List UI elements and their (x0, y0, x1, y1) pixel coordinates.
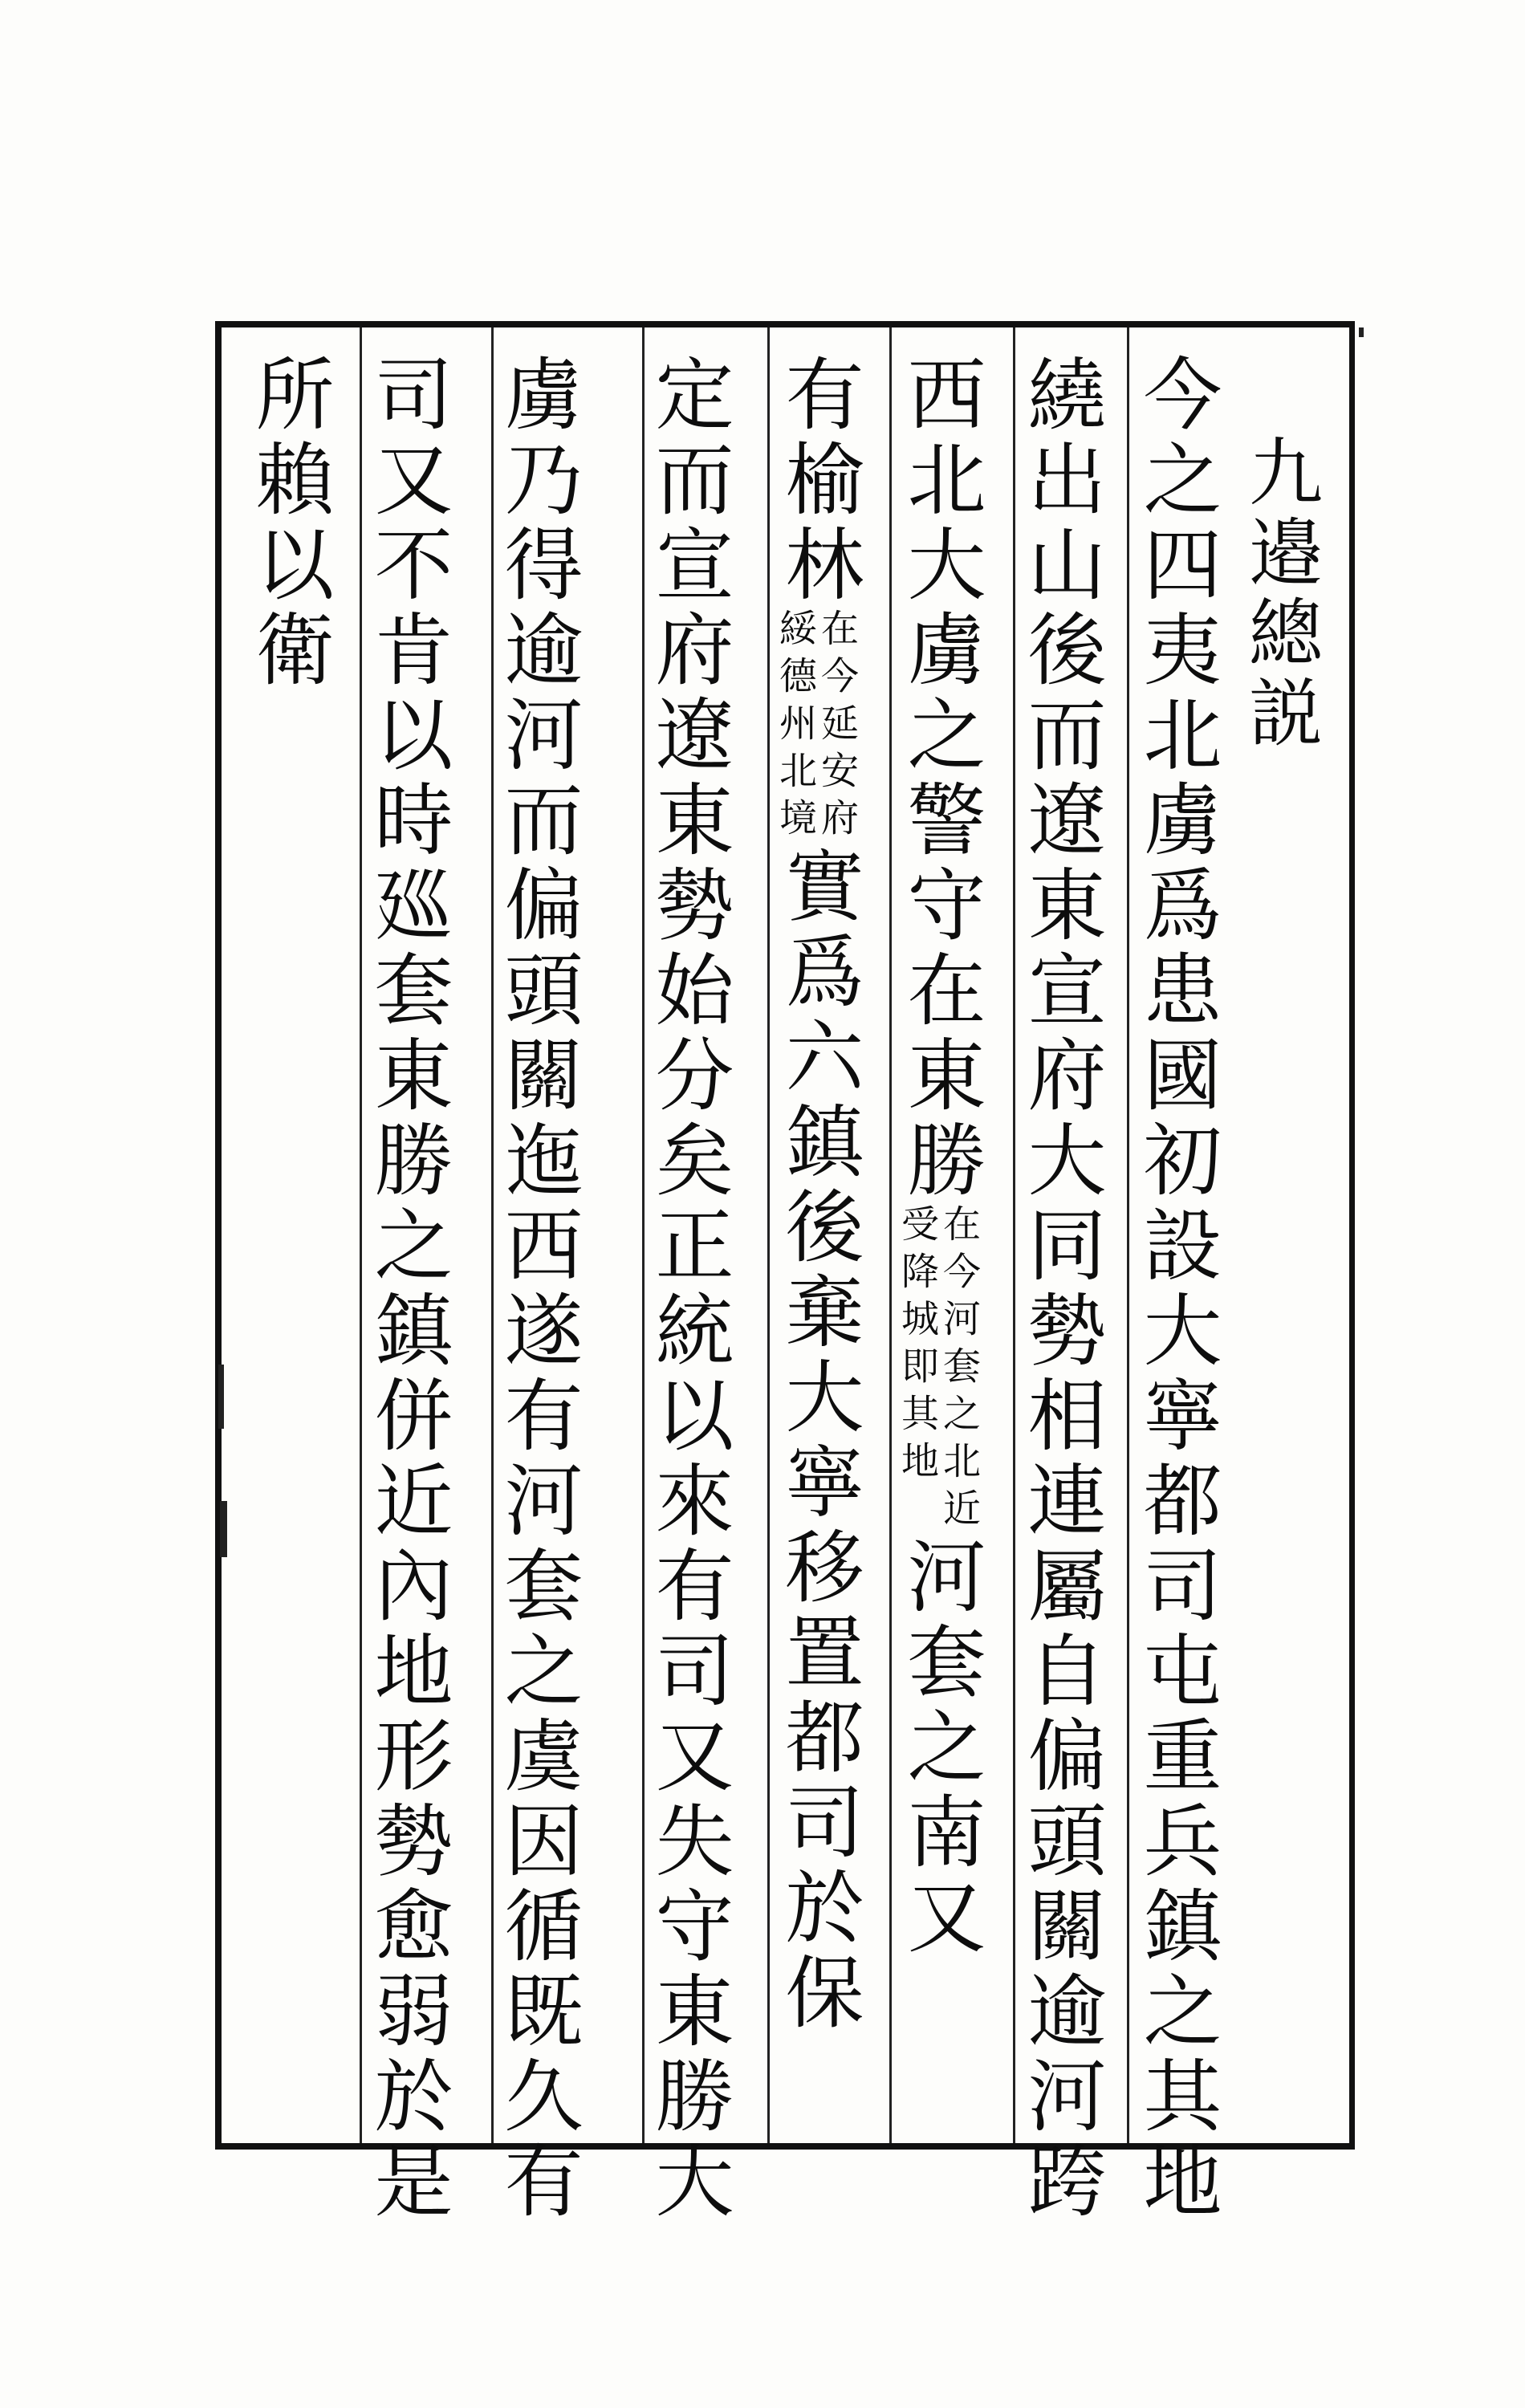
column-rule (767, 327, 770, 2143)
text-run: 所賴以衛 (242, 353, 334, 694)
text-column (242, 353, 334, 694)
text-run: 定而宣府遼東勢始分矣正統以來有司又失守東勝大 (642, 353, 734, 2225)
text-column (894, 353, 986, 1961)
note-line: 綏德州北境 (773, 608, 817, 845)
note-line: 受降城即其地 (895, 1204, 939, 1488)
text-run: 虜乃得逾河而偏頭關迤西遂有河套之虞因循既久有 (491, 353, 583, 2225)
note-line: 在今延安府 (815, 608, 859, 845)
ink-speck (220, 1501, 227, 1557)
text-run: 司又不肯以時廵套東勝之鎮併近內地形勢愈弱於是 (361, 353, 453, 2225)
text-column (491, 353, 583, 2225)
text-column (642, 353, 734, 2225)
text-run: 河套之南又 (894, 1536, 986, 1961)
column-rule (889, 327, 892, 2143)
interlinear-note (774, 608, 857, 845)
column-rule (1127, 327, 1129, 2143)
text-column (1015, 353, 1106, 2225)
text-column (772, 353, 864, 2036)
text-run: 有榆林 (772, 353, 864, 608)
text-column (1130, 353, 1222, 2225)
text-column (361, 353, 453, 2225)
ink-speck (218, 1365, 224, 1429)
chapter-title: 九邉總説 (1237, 433, 1323, 755)
note-line: 在今河套之北近 (937, 1204, 981, 1536)
interlinear-note (896, 1204, 979, 1536)
text-run: 今之四夷北虜爲患國初設大寧都司屯重兵鎮之其地 (1130, 353, 1222, 2225)
text-run: 實爲六鎮後棄大寧移置都司於保 (772, 845, 864, 2036)
ink-speck (1359, 327, 1364, 337)
text-run: 繞出山後而遼東宣府大同勢相連屬自偏頭關逾河跨 (1015, 353, 1106, 2225)
text-run: 西北大虜之警守在東勝 (894, 353, 986, 1204)
